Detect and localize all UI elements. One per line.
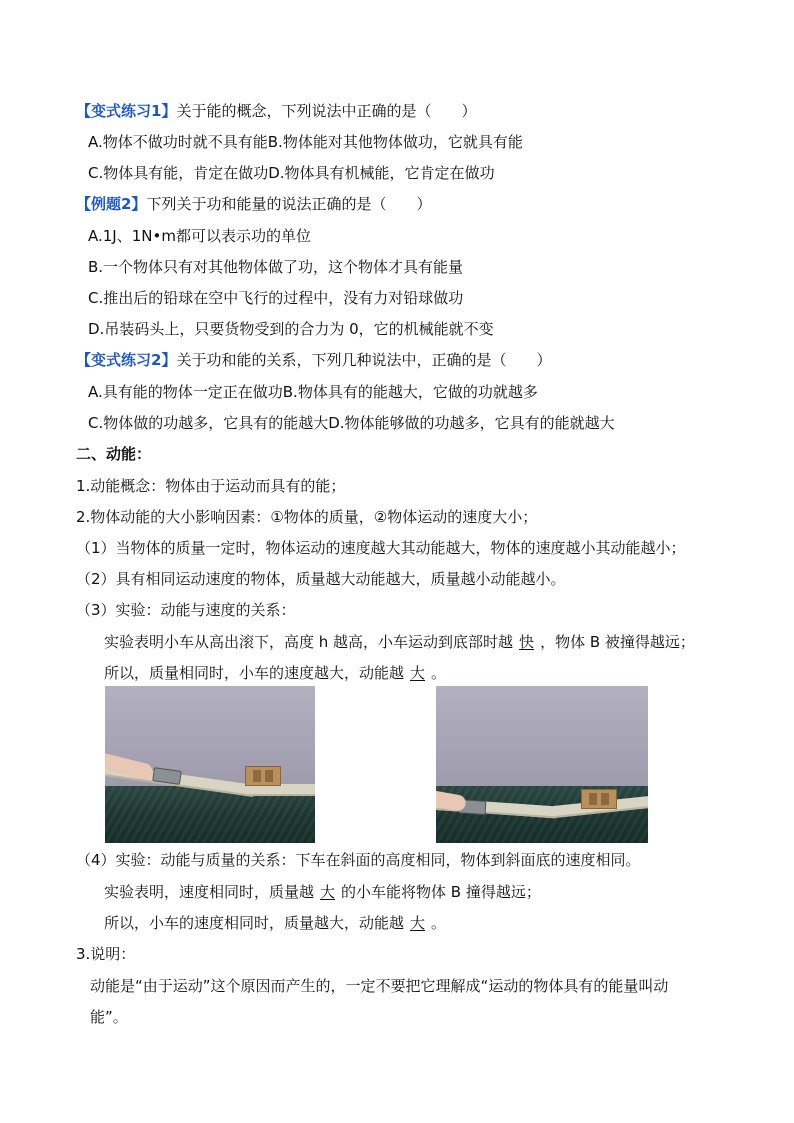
exercise-1-question	[76, 101, 476, 121]
experiment-4-conclusion	[104, 913, 446, 933]
note-text-line-2: 能”。	[90, 1008, 128, 1026]
example-2-option-d: D.吊装码头上，只要货物受到的合力为 0，它的机械能就不变	[88, 320, 494, 338]
kinetic-energy-factors: 2.物体动能的大小影响因素：①物体的质量，②物体运动的速度大小；	[76, 508, 538, 526]
section-heading-kinetic-energy: 二、动能：	[76, 445, 152, 463]
example-2-question	[76, 194, 431, 214]
experiment-4-heading: （4）实验：动能与质量的关系：下车在斜面的高度相同，物体到斜面底的速度相同。	[76, 851, 641, 869]
experiment-4-result-tail: 的小车能将物体 B 撞得越远；	[341, 883, 541, 901]
experiment-photo-low-ramp	[436, 686, 648, 843]
experiment-photo-high-ramp	[105, 686, 315, 843]
example-2-text: 下列关于功和能量的说法正确的是（ ）	[146, 195, 432, 213]
exercise-2-text: 关于功和能的关系，下列几种说法中，正确的是（ ）	[176, 351, 552, 369]
kinetic-energy-definition: 1.动能概念：物体由于运动而具有的能；	[76, 477, 346, 495]
exercise-1-options-cd: C.物体具有能，肯定在做功D.物体具有机械能，它肯定在做功	[88, 164, 495, 182]
example-2-option-c: C.推出后的铅球在空中飞行的过程中，没有力对铅球做功	[88, 289, 464, 307]
note-text-line-1: 动能是“由于运动”这个原因而产生的，一定不要把它理解成“运动的物体具有的能量叫动	[90, 977, 669, 995]
experiment-3-result-tail: ，物体 B 被撞得越远；	[540, 633, 695, 651]
experiment-3-conclusion	[104, 663, 446, 683]
example-2-tag: 【例题2】	[76, 195, 147, 213]
experiment-4-conclusion-text: 所以，小车的速度相同时，质量越大，动能越	[104, 914, 405, 932]
answer-blank-big-2: 大	[320, 883, 336, 901]
answer-blank-big-1: 大	[410, 664, 426, 682]
factor-note-2: （2）具有相同运动速度的物体，质量越大动能越大，质量越小动能越小。	[76, 570, 566, 588]
exercise-2-options-ab: A.具有能的物体一定正在做功B.物体具有的能越大，它做的功就越多	[88, 383, 538, 401]
answer-blank-fast: 快	[519, 633, 535, 651]
exercise-1-tag: 【变式练习1】	[76, 102, 177, 120]
example-2-option-a: A.1J、1N•m都可以表示功的单位	[88, 227, 311, 245]
exercise-2-tag: 【变式练习2】	[76, 351, 177, 369]
exercise-1-text: 关于能的概念，下列说法中正确的是（ ）	[176, 102, 477, 120]
experiment-3-heading: （3）实验：动能与速度的关系：	[76, 601, 296, 619]
experiment-3-result-text: 实验表明小车从高出滚下，高度 h 越高，小车运动到底部时越	[104, 633, 514, 651]
experiment-3-result	[104, 632, 695, 652]
exercise-2-question	[76, 350, 551, 370]
example-2-option-b: B.一个物体只有对其他物体做了功，这个物体才具有能量	[88, 258, 464, 276]
exercise-1-options-ab: A.物体不做功时就不具有能B.物体能对其他物体做功，它就具有能	[88, 133, 523, 151]
note-heading: 3.说明：	[76, 945, 136, 963]
experiment-4-conclusion-tail: 。	[431, 914, 447, 932]
experiment-3-conclusion-tail: 。	[431, 664, 447, 682]
answer-blank-big-3: 大	[410, 914, 426, 932]
experiment-4-result	[104, 882, 541, 902]
experiment-4-result-text: 实验表明，速度相同时，质量越	[104, 883, 315, 901]
factor-note-1: （1）当物体的质量一定时，物体运动的速度越大其动能越大，物体的速度越小其动能越小；	[76, 539, 686, 557]
experiment-3-conclusion-text: 所以，质量相同时，小车的速度越大，动能越	[104, 664, 405, 682]
exercise-2-options-cd: C.物体做的功越多，它具有的能越大D.物体能够做的功越多，它具有的能就越大	[88, 414, 615, 432]
